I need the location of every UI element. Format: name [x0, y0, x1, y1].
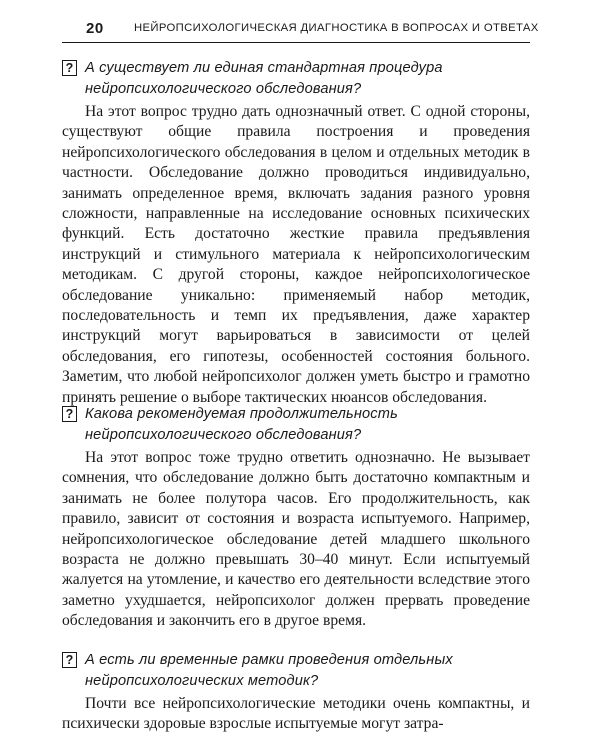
- question-mark-box-icon: ?: [62, 406, 77, 422]
- page-number: 20: [86, 20, 104, 37]
- header-rule: [62, 42, 530, 43]
- answer-paragraph: Почти все нейропсихологические методики очень компактны, и психически здоровые взрослые испытуемые могут затра-: [62, 695, 530, 733]
- question: [62, 404, 530, 445]
- question-mark-box-icon: ?: [62, 60, 77, 76]
- question: [62, 58, 530, 99]
- running-title: НЕЙРОПСИХОЛОГИЧЕСКАЯ ДИАГНОСТИКА В ВОПРОСАХ И ОТВЕТАХ: [134, 22, 539, 34]
- page-header: [62, 14, 539, 40]
- qa-block: [62, 650, 530, 735]
- qa-block: [62, 58, 530, 408]
- answer-paragraph: На этот вопрос тоже трудно ответить однозначно. Не вызывает сомнения, что обследование должно быть достаточно компактным и занимать не более полутора часов. Его продолжительность, как правило, зависит от состояния и возраста испытуемого. Например, нейропсихологическое обследование детей младшего школьного возраста не должно превышать 30–40 минут. Если испытуемый жалуется на утомление, и качество его деятельности вследствие этого заметно ухудшается, нейропсихолог должен прервать проведение обследования и закончить его в другое время.: [62, 449, 530, 630]
- answer-paragraph: На этот вопрос трудно дать однозначный ответ. С одной стороны, существуют общие правила построения и проведения нейропсихологического обследования в целом и отдельных методик в частности. Обследование должно проводиться индивидуально, занимать определенное время, включать задания разного уровня сложности, направленные на исследование основных психических функций. Есть достаточно жесткие правила предъявления инструкций и стимульного материала к нейропсихологическим методикам. С другой стороны, каждое нейропсихологическое обследование уникально: применяемый набор методик, последовательность и темп их предъявления, даже характер инструкций могут варьироваться в зависимости от целей обследования, его гипотезы, особенностей состояния больного. Заметим, что любой нейропсихолог должен уметь быстро и грамотно принять решение о выборе тактических нюансов обследования.: [62, 103, 530, 406]
- qa-block: [62, 404, 530, 632]
- question-text: Какова рекомендуемая продолжительность нейропсихологического обследования?: [85, 406, 398, 443]
- question: [62, 650, 530, 691]
- question-mark-box-icon: ?: [62, 652, 77, 668]
- question-text: А есть ли временные рамки проведения отдельных нейропсихологических методик?: [85, 652, 453, 689]
- question-text: А существует ли единая стандартная процедура нейропсихологического обследования?: [85, 60, 443, 97]
